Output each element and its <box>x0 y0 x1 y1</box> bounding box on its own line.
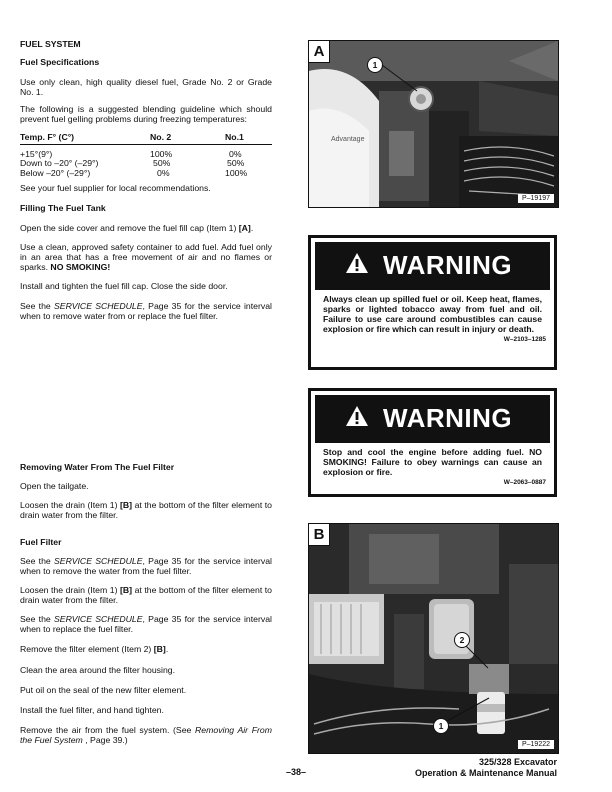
svg-text:Advantage: Advantage <box>331 136 365 143</box>
water-paragraph-1: Open the tailgate. <box>20 481 89 491</box>
warning-triangle-icon <box>345 252 369 274</box>
figure-b-callout-2: 2 <box>454 632 470 648</box>
blend-header-temp: Temp. F° (C°) <box>20 133 150 144</box>
figure-a-photo-number: P–19197 <box>518 194 554 203</box>
footer-model: 325/328 Excavator <box>478 757 557 767</box>
callout-leader-line <box>381 63 421 93</box>
figure-a-callout-1: 1 <box>367 57 383 73</box>
figure-b-photo-number: P–19222 <box>518 740 554 749</box>
warning-header <box>315 242 550 290</box>
warning-word: WARNING <box>383 403 513 433</box>
warning-triangle-icon <box>345 405 369 427</box>
warning-text: Stop and cool the engine before adding fuel. NO SMOKING! Failure to obey warnings can cause an explosion or fire. <box>323 447 542 477</box>
filling-paragraph-4: See the SERVICE SCHEDULE, Page 35 for the service interval when to remove water from or replace the fuel filter. <box>20 301 272 321</box>
footer-title <box>380 757 557 779</box>
figure-b-photo <box>308 523 559 754</box>
fuel-spec-heading: Fuel Specifications <box>20 57 100 67</box>
fuel-spec-paragraph-1: Use only clean, high quality diesel fuel, Grade No. 2 or Grade No. 1. <box>20 77 272 97</box>
water-heading: Removing Water From The Fuel Filter <box>20 462 175 472</box>
figure-b-letter: B <box>309 524 330 546</box>
blend-header-no2: No. 2 <box>150 133 225 144</box>
warning-box-stop-engine <box>308 388 557 497</box>
warning-header <box>315 395 550 443</box>
fuel-spec-paragraph-3: See your fuel supplier for local recommendations. <box>20 183 211 193</box>
blend-row: +15°(9°) 100% 0% <box>20 148 242 159</box>
blend-row: Down to –20° (–29°) 50% 50% <box>20 158 245 168</box>
filling-paragraph-1: Open the side cover and remove the fuel fill cap (Item 1) [A]. <box>20 223 254 233</box>
filter-paragraph-4: Remove the filter element (Item 2) [B]. <box>20 644 169 654</box>
filter-heading: Fuel Filter <box>20 537 62 547</box>
callout-leader-line <box>445 694 495 724</box>
warning-text: Always clean up spilled fuel or oil. Keep heat, flames, sparks or lighted tobacco away from fuel and oil. Failure to use care around combustibles can cause explosion or fire which can result in injury or death. <box>323 294 542 334</box>
warning-word: WARNING <box>383 250 513 280</box>
fuel-spec-paragraph-2: The following is a suggested blending guideline which should prevent fuel gelling problems during freezing temperatures: <box>20 104 272 124</box>
filling-heading: Filling The Fuel Tank <box>20 203 106 213</box>
figure-a-photo <box>308 40 559 208</box>
figure-a-letter: A <box>309 41 330 63</box>
filter-paragraph-3: See the SERVICE SCHEDULE, Page 35 for the service interval when to replace the fuel filter. <box>20 614 272 634</box>
fuel-filter-image-b <box>309 524 558 753</box>
filter-paragraph-5: Clean the area around the filter housing. <box>20 665 176 675</box>
blend-table <box>20 133 272 178</box>
filling-paragraph-2: Use a clean, approved safety container to add fuel. Add fuel only in an area that has a free movement of air and no flames or sparks. NO SMOKING! <box>20 242 272 272</box>
warning-box-fuel-spill <box>308 235 557 370</box>
filling-paragraph-3: Install and tighten the fuel fill cap. Close the side door. <box>20 281 228 291</box>
callout-leader-line <box>464 642 494 672</box>
section-title: FUEL SYSTEM <box>20 39 81 49</box>
filter-paragraph-1: See the SERVICE SCHEDULE, Page 35 for the service interval when to remove the water from the fuel filter. <box>20 556 272 576</box>
blend-row: Below –20° (–29°) 0% 100% <box>20 167 248 178</box>
filter-paragraph-7: Install the fuel filter, and hand tighten. <box>20 705 164 715</box>
page-number: –38– <box>285 767 307 777</box>
filter-paragraph-8: Remove the air from the fuel system. (See Removing Air From the Fuel System , Page 39.) <box>20 725 272 745</box>
footer-manual: Operation & Maintenance Manual <box>414 768 557 778</box>
warning-code: W–2063–0887 <box>503 479 546 486</box>
filter-paragraph-6: Put oil on the seal of the new filter element. <box>20 685 187 695</box>
warning-code: W–2103–1285 <box>503 336 546 343</box>
engine-compartment-image-a <box>309 41 558 207</box>
filter-paragraph-2: Loosen the drain (Item 1) [B] at the bottom of the filter element to drain water from the filter. <box>20 585 273 605</box>
blend-header-no1: No.1 <box>225 133 272 144</box>
water-paragraph-2: Loosen the drain (Item 1) [B] at the bottom of the filter element to drain water from the filter. <box>20 500 273 520</box>
figure-b-callout-1: 1 <box>433 718 449 734</box>
